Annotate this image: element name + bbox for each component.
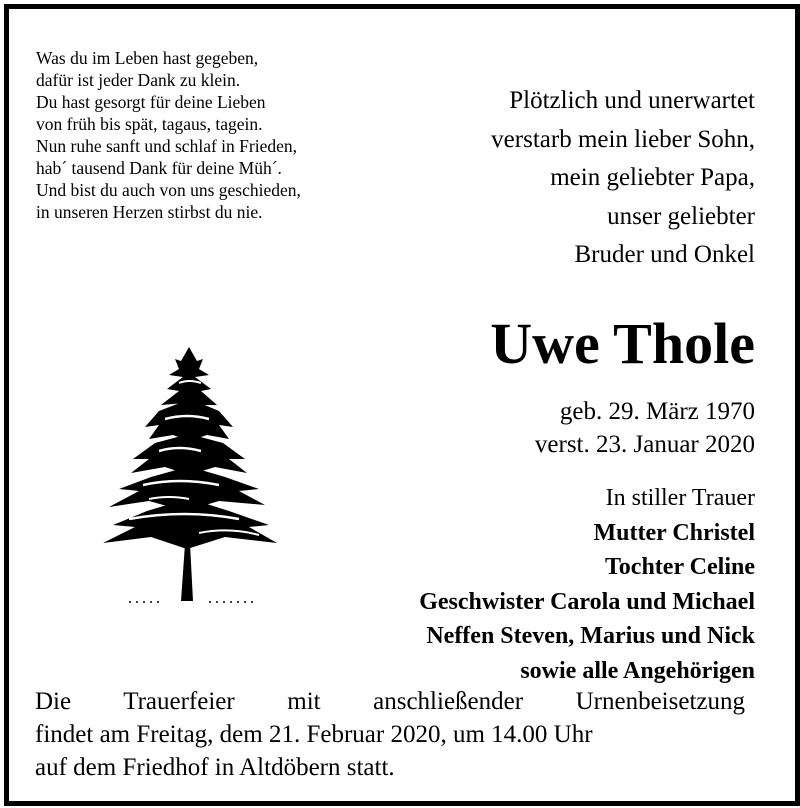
poem-line: dafür ist jeder Dank zu klein.: [36, 70, 241, 90]
intro-line: verstarb mein lieber Sohn,: [491, 125, 755, 153]
mourner-name: Mutter Christel: [593, 519, 755, 546]
death-date: verst. 23. Januar 2020: [534, 431, 755, 458]
mourners-list: [419, 481, 755, 688]
poem-line: Du hast gesorgt für deine Lieben: [36, 92, 266, 112]
poem-line: hab´ tausend Dank für deine Müh´.: [36, 158, 282, 178]
funeral-line: findet am Freitag, dem 21. Februar 2020, um 14.00 Uhr: [35, 721, 593, 748]
mourner-name: Neffen Steven, Marius und Nick: [426, 623, 755, 649]
mourner-name: Geschwister Carola und Michael: [419, 588, 755, 615]
announcement-intro: [335, 82, 755, 275]
mourners-heading: In stiller Trauer: [605, 485, 755, 511]
poem-line: Was du im Leben hast gegeben,: [36, 48, 259, 68]
birth-date: geb. 29. März 1970: [559, 398, 755, 425]
obituary-frame: [4, 4, 800, 806]
tree-icon: [89, 339, 289, 609]
intro-line: mein geliebter Papa,: [550, 164, 755, 191]
poem-line: Und bist du auch von uns geschieden,: [36, 180, 301, 200]
intro-line: Plötzlich und unerwartet: [509, 87, 755, 114]
funeral-line: Die Trauerfeier mit anschließender Urnenbeisetzung: [35, 688, 745, 715]
mourner-name: Tochter Celine: [605, 554, 755, 580]
intro-line: Bruder und Onkel: [574, 241, 755, 268]
poem-line: in unseren Herzen stirbst du nie.: [36, 202, 263, 222]
life-dates: [535, 395, 755, 461]
funeral-line: auf dem Friedhof in Altdöbern statt.: [35, 754, 395, 781]
intro-line: unser geliebter: [607, 202, 755, 230]
deceased-name: Uwe Thole: [490, 311, 755, 376]
mourner-name: sowie alle Angehörigen: [520, 657, 755, 684]
poem-line: von früh bis spät, tagaus, tagein.: [36, 114, 263, 134]
funeral-notice: [35, 685, 745, 784]
poem-line: Nun ruhe sanft und schlaf in Frieden,: [36, 136, 297, 156]
